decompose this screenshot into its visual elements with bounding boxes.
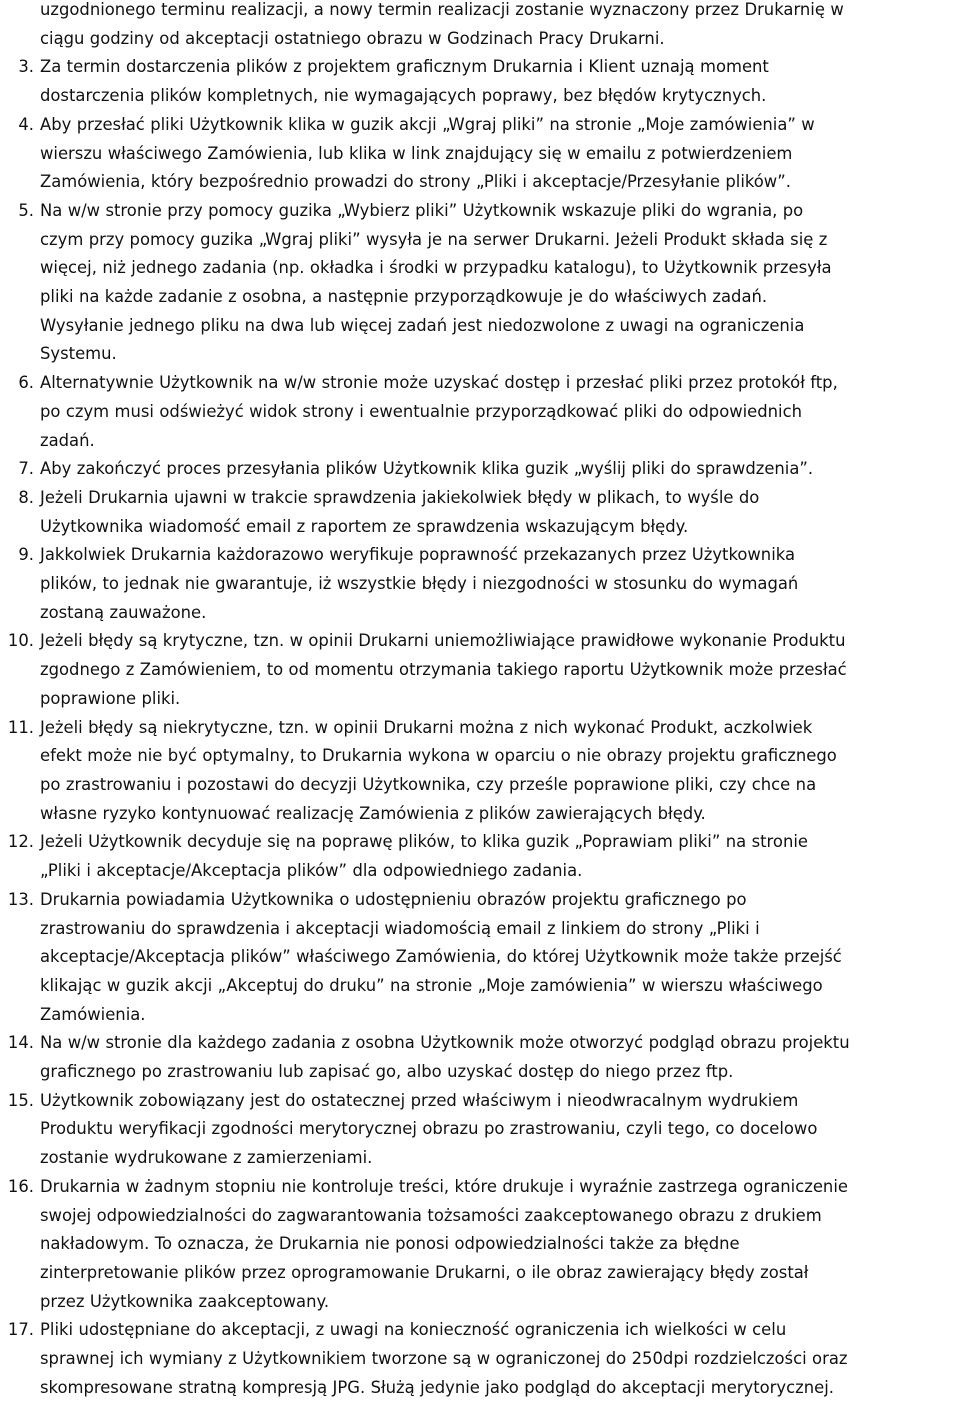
list-item-text <box>40 111 960 197</box>
list-item-text <box>40 1029 960 1086</box>
list-item-number: 3. <box>18 57 34 77</box>
text-line: swojej odpowiedzialności do zagwarantowania tożsamości zaakceptowanego obrazu z drukiem <box>40 1205 822 1225</box>
list-item-text <box>40 1316 960 1402</box>
text-line: Aby zakończyć proces przesyłania plików Użytkownik klika guzik „wyślij pliki do sprawdzenia”. <box>40 459 814 479</box>
text-line: Zamówienia. <box>40 1004 146 1024</box>
text-line: Na w/w stronie dla każdego zadania z osobna Użytkownik może otworzyć podgląd obrazu projektu <box>40 1033 850 1053</box>
text-line: Drukarnia powiadamia Użytkownika o udostępnieniu obrazów projektu graficznego po <box>40 889 747 909</box>
text-line: Użytkownika wiadomość email z raportem ze sprawdzenia wskazującym błędy. <box>40 516 689 536</box>
text-line: czym przy pomocy guzika „Wgraj pliki” wysyła je na serwer Drukarni. Jeżeli Produkt składa się z <box>40 229 828 249</box>
list-item-number: 13. <box>7 889 34 909</box>
text-line: sprawnej ich wymiany z Użytkownikiem tworzone są w ograniczonej do 250dpi rozdzielczości oraz <box>40 1349 848 1369</box>
text-line: Alternatywnie Użytkownik na w/w stronie może uzyskać dostęp i przesłać pliki przez protokół ftp, <box>40 373 838 393</box>
text-line: ciągu godziny od akceptacji ostatniego obrazu w Godzinach Pracy Drukarni. <box>40 28 665 48</box>
list-item <box>0 197 960 369</box>
text-line: po zrastrowaniu i pozostawi do decyzji Użytkownika, czy prześle poprawione pliki, czy chce na <box>40 774 817 794</box>
list-item-number: 5. <box>18 200 34 220</box>
text-line: Jakkolwiek Drukarnia każdorazowo weryfikuje poprawność przekazanych przez Użytkownika <box>40 545 795 565</box>
text-line: Pliki udostępniane do akceptacji, z uwagi na konieczność ograniczenia ich wielkości w celu <box>40 1320 787 1340</box>
list-item <box>0 484 960 541</box>
text-line: nakładowym. To oznacza, że Drukarnia nie ponosi odpowiedzialności także za błędne <box>40 1234 740 1254</box>
text-line: pliki na każde zadanie z osobna, a następnie przyporządkowuje je do właściwych zadań. <box>40 287 768 307</box>
text-line: zostaną zauważone. <box>40 602 207 622</box>
list-item-text <box>40 828 960 885</box>
list-item <box>0 1029 960 1086</box>
list-item <box>0 455 960 484</box>
list-item-text <box>40 0 960 53</box>
list-item-text <box>40 1087 960 1173</box>
text-line: skompresowane stratną kompresją JPG. Służą jedynie jako podgląd do akceptacji merytorycznej. <box>40 1377 834 1397</box>
text-line: Zamówienia, który bezpośrednio prowadzi do strony „Pliki i akceptacje/Przesyłanie plików”. <box>40 172 791 192</box>
list-item-text <box>40 541 960 627</box>
text-line: klikając w guzik akcji „Akceptuj do druku” na stronie „Moje zamówienia” w wierszu właściwego <box>40 975 823 995</box>
text-line: akceptacje/Akceptacja plików” właściwego Zamówienia, do której Użytkownik może także przejść <box>40 947 842 967</box>
list-item <box>0 1173 960 1317</box>
list-item-number: 8. <box>18 487 34 507</box>
list-item-number: 11. <box>7 717 34 737</box>
list-item <box>0 0 960 53</box>
list-item <box>0 828 960 885</box>
text-line: zadań. <box>40 430 95 450</box>
list-item-text <box>40 369 960 455</box>
text-line: więcej, niż jednego zadania (np. okładka i środki w przypadku katalogu), to Użytkownik przesyła <box>40 258 832 278</box>
list-item <box>0 369 960 455</box>
list-item <box>0 111 960 197</box>
text-line: zrastrowaniu do sprawdzenia i akceptacji wiadomością email z linkiem do strony „Pliki i <box>40 918 760 938</box>
text-line: graficznego po zrastrowaniu lub zapisać go, albo uzyskać dostęp do niego przez ftp. <box>40 1062 734 1082</box>
text-line: efekt może nie być optymalny, to Drukarnia wykona w oparciu o nie obrazy projektu graficznego <box>40 746 837 766</box>
list-item-number: 10. <box>7 631 34 651</box>
list-item-number: 7. <box>18 459 34 479</box>
text-line: plików, to jednak nie gwarantuje, iż wszystkie błędy i niezgodności w stosunku do wymagań <box>40 574 799 594</box>
list-item <box>0 627 960 713</box>
list-item-text <box>40 484 960 541</box>
text-line: Użytkownik zobowiązany jest do ostatecznej przed właściwym i nieodwracalnym wydrukiem <box>40 1090 799 1110</box>
text-line: własne ryzyko kontynuować realizację Zamówienia z plików zawierających błędy. <box>40 803 706 823</box>
text-line: Jeżeli błędy są krytyczne, tzn. w opinii Drukarni uniemożliwiające prawidłowe wykonanie Produktu <box>40 631 846 651</box>
text-line: dostarczenia plików kompletnych, nie wymagających poprawy, bez błędów krytycznych. <box>40 86 767 106</box>
text-line: „Pliki i akceptacje/Akceptacja plików” dla odpowiedniego zadania. <box>40 861 583 881</box>
text-line: Wysyłanie jednego pliku na dwa lub więcej zadań jest niedozwolone z uwagi na ograniczenia <box>40 315 805 335</box>
text-line: Produktu weryfikacji zgodności merytorycznej obrazu po zrastrowaniu, czyli tego, co docelowo <box>40 1119 818 1139</box>
text-line: Aby przesłać pliki Użytkownik klika w guzik akcji „Wgraj pliki” na stronie „Moje zamówienia” w <box>40 114 815 134</box>
text-line: poprawione pliki. <box>40 688 181 708</box>
text-line: zostanie wydrukowane z zamierzeniami. <box>40 1148 373 1168</box>
list-item <box>0 53 960 110</box>
list-item-number: 15. <box>7 1090 34 1110</box>
list-item-text <box>40 1173 960 1317</box>
text-line: Systemu. <box>40 344 117 364</box>
text-line: Jeżeli Użytkownik decyduje się na poprawę plików, to klika guzik „Poprawiam pliki” na stronie <box>40 832 808 852</box>
list-item <box>0 714 960 829</box>
list-item-number: 6. <box>18 373 34 393</box>
list-item-text <box>40 197 960 369</box>
list-item <box>0 886 960 1030</box>
list-item <box>0 1087 960 1173</box>
text-line: Za termin dostarczenia plików z projektem graficznym Drukarnia i Klient uznają moment <box>40 57 769 77</box>
list-item-number: 14. <box>7 1033 34 1053</box>
list-item-number: 12. <box>7 832 34 852</box>
list-item <box>0 1316 960 1402</box>
list-item-number: 9. <box>18 545 34 565</box>
list-item-text <box>40 886 960 1030</box>
list-item <box>0 541 960 627</box>
text-line: Drukarnia w żadnym stopniu nie kontroluje treści, które drukuje i wyraźnie zastrzega ograniczenie <box>40 1176 848 1196</box>
text-line: po czym musi odświeżyć widok strony i ewentualnie przyporządkować pliki do odpowiednich <box>40 401 803 421</box>
list-item-number: 4. <box>18 114 34 134</box>
list-item-text <box>40 714 960 829</box>
text-line: wierszu właściwego Zamówienia, lub klika w link znajdujący się w emailu z potwierdzeniem <box>40 143 793 163</box>
list-item-text <box>40 455 960 484</box>
text-line: Na w/w stronie przy pomocy guzika „Wybierz pliki” Użytkownik wskazuje pliki do wgrania, po <box>40 200 804 220</box>
list-item-text <box>40 53 960 110</box>
text-line: Jeżeli Drukarnia ujawni w trakcie sprawdzenia jakiekolwiek błędy w plikach, to wyśle do <box>40 487 760 507</box>
text-line: Jeżeli błędy są niekrytyczne, tzn. w opinii Drukarni można z nich wykonać Produkt, aczkolwiek <box>40 717 813 737</box>
list-item-text <box>40 627 960 713</box>
text-line: przez Użytkownika zaakceptowany. <box>40 1291 330 1311</box>
text-line: zinterpretowanie plików przez oprogramowanie Drukarni, o ile obraz zawierający błędy został <box>40 1262 809 1282</box>
list-item-number: 16. <box>7 1176 34 1196</box>
text-line: uzgodnionego terminu realizacji, a nowy termin realizacji zostanie wyznaczony przez Drukarnię w <box>40 0 844 19</box>
text-line: zgodnego z Zamówieniem, to od momentu otrzymania takiego raportu Użytkownik może przesłać <box>40 660 847 680</box>
list-item-number: 17. <box>7 1320 34 1340</box>
